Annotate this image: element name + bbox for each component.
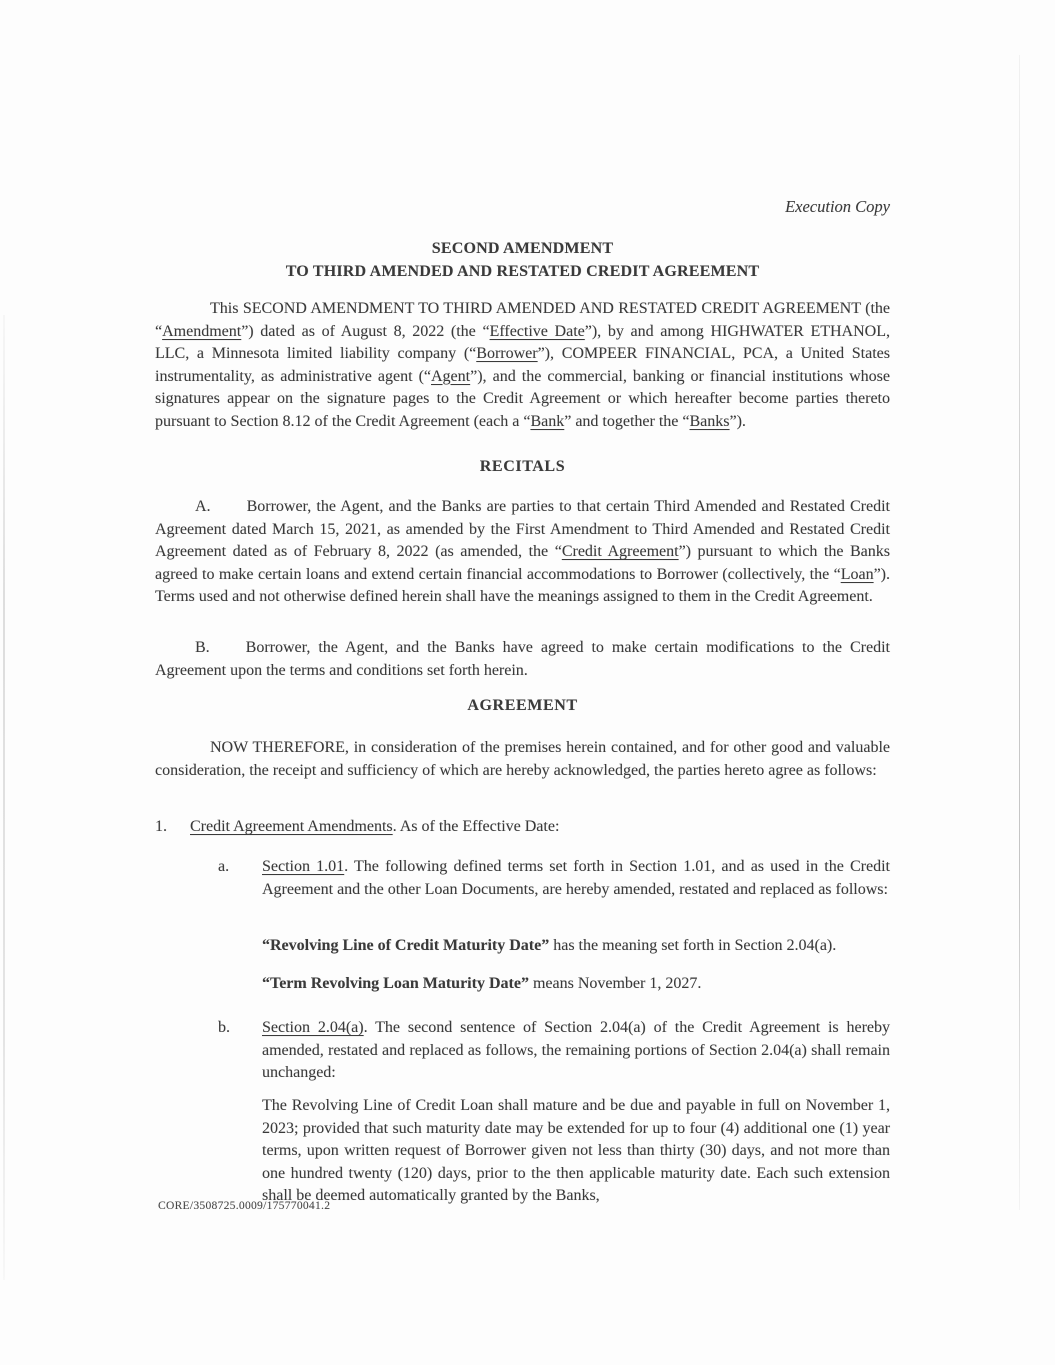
list-item-1 [155, 816, 890, 839]
recital-b-paragraph: B. Borrower, the Agent, and the Banks have agreed to make certain modifications to the Credit Agreement upon the terms and conditions set forth herein. [155, 639, 890, 679]
list-item-b [218, 1017, 890, 1085]
recital-a-paragraph: A. Borrower, the Agent, and the Banks are parties to that certain Third Amended and Restated Credit Agreement dated March 15, 2021, as amended by the First Amendment to Third Amended and Restated Credit Agreement dated as of February 8, 2022 (as amended, the “Credit Agreement”) pursuant to which the Banks agreed to make certain loans and extend certain financial accommodations to Borrower (collectively, the “Loan”). Terms used and not otherwise defined herein shall have the meanings assigned to them in the Credit Agreement. [155, 498, 890, 605]
title-line-1: SECOND AMENDMENT [431, 240, 614, 257]
list-item-a-label: a. [218, 858, 230, 875]
agreement-heading: AGREEMENT [467, 697, 578, 714]
list-item-b-label: b. [218, 1019, 230, 1036]
intro-paragraph: This SECOND AMENDMENT TO THIRD AMENDED AND RESTATED CREDIT AGREEMENT (the “Amendment”) dated as of August 8, 2022 (the “Effective Date”), by and among HIGHWATER ETHANOL, LLC, a Minnesota limited liability company (“Borrower”), COMPEER FINANCIAL, PCA, a United States instrumentality, as administrative agent (“Agent”), and the commercial, banking or financial institutions whose signatures appear on the signature pages to the Credit Agreement or which hereafter become parties thereto pursuant to Section 8.12 of the Credit Agreement (each a “Bank” and together the “Banks”). [155, 300, 891, 430]
title-line-2: TO THIRD AMENDED AND RESTATED CREDIT AGREEMENT [285, 262, 760, 280]
scan-artifact-left-edge [3, 315, 5, 1280]
agreement-preamble: NOW THEREFORE, in consideration of the premises herein contained, and for other good and valuable consideration, the receipt and sufficiency of which are hereby acknowledged, the parties hereto agree as follows: [155, 739, 890, 779]
definition-revolving-line-of-credit-maturity-date: “Revolving Line of Credit Maturity Date” has the meaning set forth in Section 2.04(a). [262, 937, 837, 954]
list-item-a-text: Section 1.01. The following defined terms set forth in Section 1.01, and as used in the Credit Agreement and the other Loan Documents, are hereby amended, restated and replaced as follows: [262, 858, 890, 898]
recitals-heading: RECITALS [479, 458, 566, 475]
list-item-1-number: 1. [155, 818, 167, 835]
scan-artifact-right-edge [1019, 55, 1020, 1210]
list-item-b-text: Section 2.04(a). The second sentence of Section 2.04(a) of the Credit Agreement is hereby amended, restated and replaced as follows, the remaining portions of Section 2.04(a) shall remain unchanged: [262, 1019, 891, 1081]
execution-copy-watermark: Execution Copy [785, 197, 890, 216]
list-item-a [218, 856, 890, 901]
document-title [155, 238, 890, 283]
definition-term-revolving-loan-maturity-date: “Term Revolving Loan Maturity Date” means November 1, 2027. [262, 975, 702, 992]
section-204a-amended-text: The Revolving Line of Credit Loan shall mature and be due and payable in full on November 1, 2023; provided that such maturity date may be extended for up to four (4) additional one (1) year terms, upon written request of Borrower given not less than thirty (30) days, and not more than one hundred twenty (120) days, prior to the then applicable maturity date. Each such extension shall be deemed automatically granted by the Banks, [262, 1097, 890, 1204]
list-item-1-text: Credit Agreement Amendments. As of the Effective Date: [190, 818, 560, 835]
document-control-number: CORE/3508725.0009/175770041.2 [158, 1200, 331, 1212]
